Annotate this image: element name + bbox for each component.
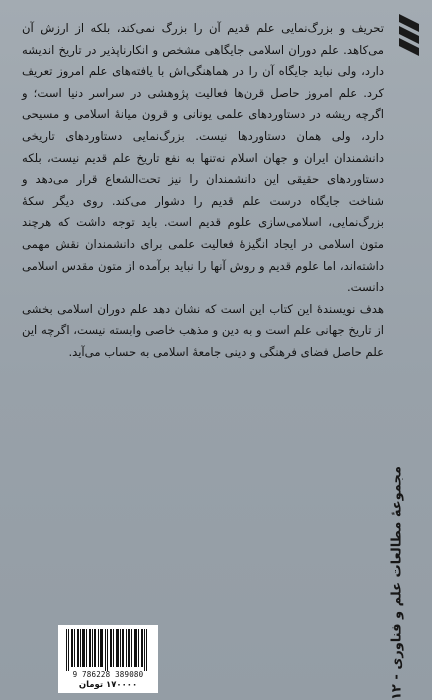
paragraph-1: تحریف و بزرگ‌نمایی علم قدیم آن را بزرگ نمی‌کند، بلکه از ارزش آن می‌کاهد. علم دوران اسلامی جایگاهی مشخص و انکارناپذیر در تاریخ اندیشه دارد، ولی نباید جایگاه آن را در هماهنگی‌اش با یافته‌های علم امروز تعریف کرد. علم امروز حاصل قرن‌ها فعالیت پژوهشی در سراسر دنیا است؛ و اگرچه ریشه در دستاوردهای علمی یونانی و قرون میانهٔ اسلامی و مسیحی دارد، ولی همان دستاوردها نیست. بزرگ‌نمایی دستاوردهای تاریخی دانشمندان ایران و جهان اسلام نه‌تنها به نفع تاریخ علم قدیم نیست، بلکه دستاوردهای حقیقی این دانشمندان را نیز تحت‌الشعاع قرار می‌دهد و شناخت جایگاه درست علم قدیم را دشوار می‌کند. روی دیگر سکهٔ بزرگ‌نمایی، اسلامی‌سازی علوم قدیم است. باید توجه داشت که هرچند متون اسلامی در ایجاد انگیزهٔ فعالیت علمی برای دانشمندان نقش مهمی داشته‌اند، اما علوم قدیم و روش آنها را نباید برآمده از متون مقدس اسلامی دانست. — [22, 21, 384, 295]
back-cover-text — [22, 18, 384, 364]
publisher-logo-icon — [395, 12, 423, 58]
isbn-number: 9 786228 389080 — [72, 670, 144, 679]
barcode-icon — [64, 629, 152, 671]
isbn-barcode — [58, 625, 158, 693]
paragraph-2: هدف نویسندهٔ این کتاب این است که نشان دهد علم دوران اسلامی بخشی از تاریخ جهانی علم است و به دین و مذهب خاصی وابسته نیست، اگرچه این علم حاصل فضای فرهنگی و دینی جامعهٔ اسلامی به حساب می‌آید. — [22, 301, 384, 359]
price-label: ۱۷۰۰۰۰ تومان — [78, 680, 138, 690]
series-title: مجموعهٔ مطالعات علم و فناوری - ۱۲ — [389, 466, 405, 700]
